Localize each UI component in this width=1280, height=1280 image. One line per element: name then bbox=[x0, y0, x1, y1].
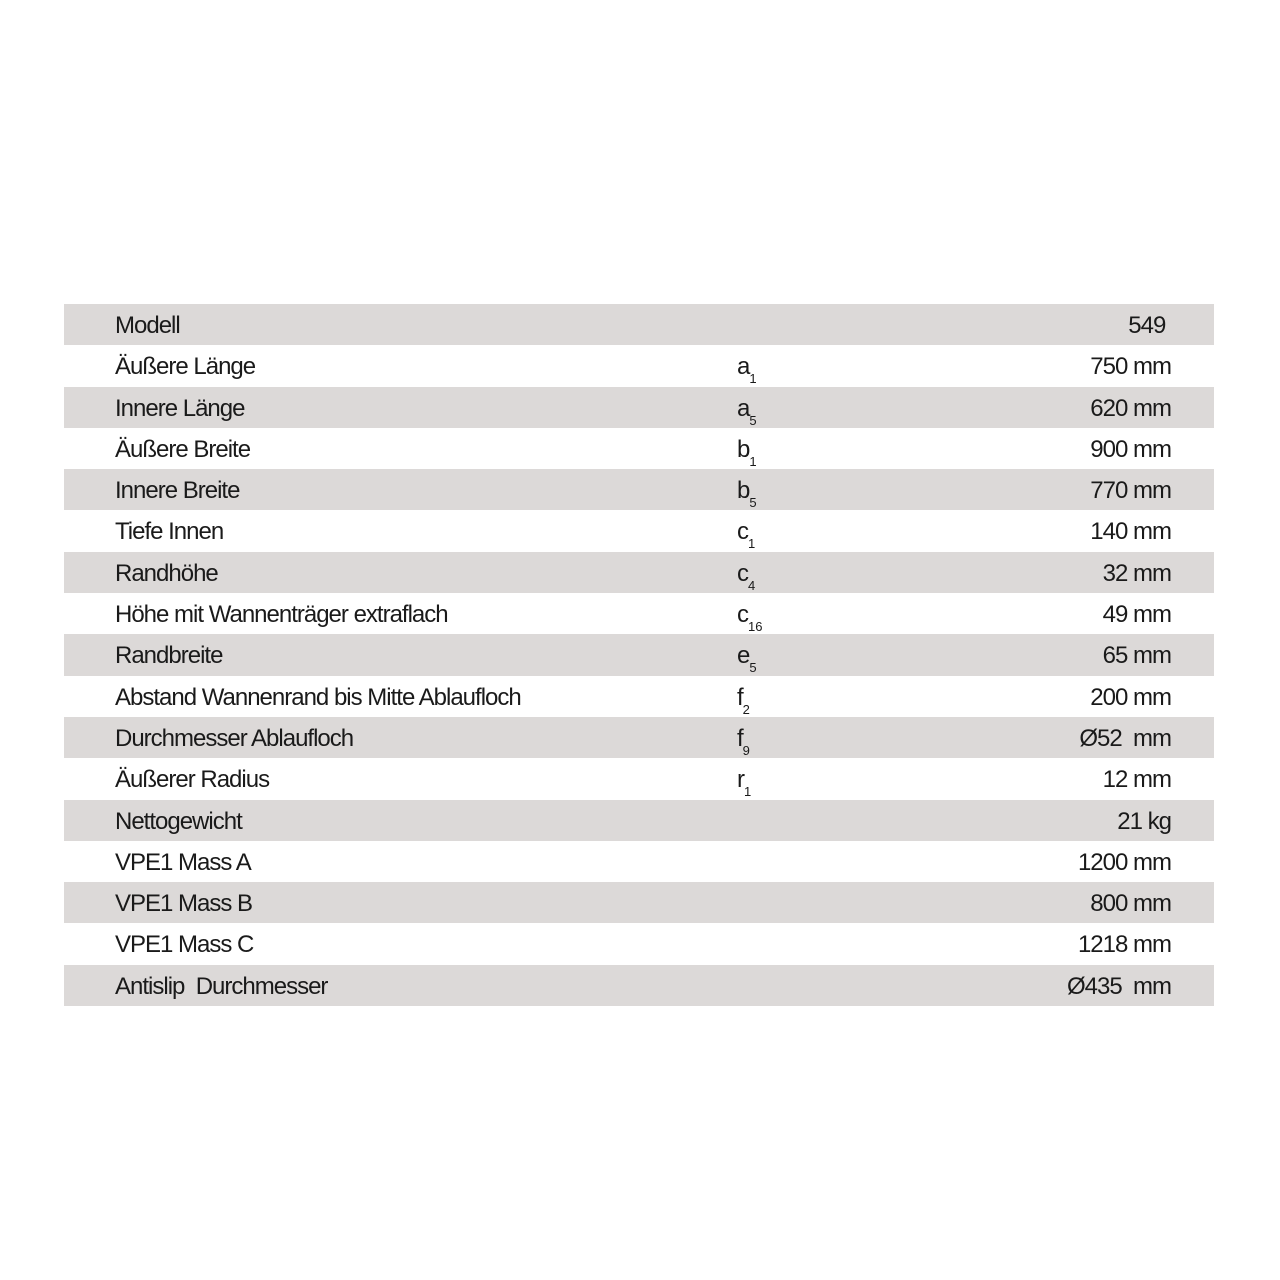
row-value: 900 mm bbox=[1090, 435, 1171, 463]
row-symbol: $a_5$ bbox=[737, 394, 757, 428]
row-label: Höhe mit Wannenträger extraflach bbox=[115, 601, 448, 629]
row-label: VPE1 Mass A bbox=[115, 848, 251, 876]
row-label: Äußerer Radius bbox=[115, 766, 270, 794]
row-symbol: $r_1$ bbox=[737, 766, 752, 800]
table-row bbox=[64, 800, 1214, 841]
row-value: 140 mm bbox=[1090, 518, 1171, 546]
row-value: 1200 mm bbox=[1077, 848, 1171, 876]
row-value: 620 mm bbox=[1090, 394, 1171, 422]
table-row bbox=[64, 593, 1214, 634]
row-value: 750 mm bbox=[1090, 353, 1171, 381]
row-label: Äußere Breite bbox=[115, 435, 251, 463]
table-row bbox=[64, 676, 1214, 717]
row-value: 800 mm bbox=[1090, 890, 1171, 918]
row-value: Ø435 mm bbox=[1066, 972, 1171, 1000]
table-row bbox=[64, 841, 1214, 882]
row-label: Tiefe Innen bbox=[115, 518, 224, 546]
row-value: 549 bbox=[1128, 312, 1171, 339]
table-row bbox=[64, 428, 1214, 469]
table-row-modell bbox=[64, 304, 1214, 345]
row-symbol: $c_{16}$ bbox=[737, 601, 763, 635]
row-symbol: $b_5$ bbox=[737, 477, 757, 511]
row-value: 12 mm bbox=[1102, 766, 1171, 794]
row-value: 1218 mm bbox=[1077, 931, 1171, 959]
row-label: Modell bbox=[115, 312, 180, 339]
row-value: 65 mm bbox=[1102, 642, 1171, 670]
table-row bbox=[64, 717, 1214, 758]
row-value: 770 mm bbox=[1090, 477, 1171, 505]
row-symbol: $b_1$ bbox=[737, 435, 757, 469]
row-symbol: $f_9$ bbox=[737, 724, 750, 758]
row-label: Äußere Länge bbox=[115, 353, 256, 381]
table-row bbox=[64, 469, 1214, 510]
table-row bbox=[64, 552, 1214, 593]
table-row bbox=[64, 923, 1214, 964]
row-symbol: $c_1$ bbox=[737, 518, 756, 552]
row-label: VPE1 Mass B bbox=[115, 890, 253, 918]
table-row bbox=[64, 758, 1214, 799]
row-label: Durchmesser Ablaufloch bbox=[115, 724, 354, 752]
row-label: Antislip Durchmesser bbox=[115, 972, 328, 1000]
spec-table bbox=[64, 304, 1214, 1006]
row-symbol: $e_5$ bbox=[737, 642, 757, 676]
row-label: Randbreite bbox=[115, 642, 223, 670]
table-row bbox=[64, 345, 1214, 386]
table-row bbox=[64, 882, 1214, 923]
table-row bbox=[64, 387, 1214, 428]
row-value: Ø52 mm bbox=[1079, 724, 1171, 752]
row-label: VPE1 Mass C bbox=[115, 931, 254, 959]
row-value: 32 mm bbox=[1102, 559, 1171, 587]
row-label: Randhöhe bbox=[115, 559, 218, 587]
row-label: Nettogewicht bbox=[115, 807, 242, 835]
table-row bbox=[64, 965, 1214, 1006]
row-value: 49 mm bbox=[1102, 601, 1171, 629]
row-symbol: $f_2$ bbox=[737, 683, 750, 717]
row-value: 21 kg bbox=[1117, 807, 1171, 835]
row-symbol: $c_4$ bbox=[737, 559, 756, 593]
table-row bbox=[64, 510, 1214, 551]
table-row bbox=[64, 634, 1214, 675]
row-label: Innere Länge bbox=[115, 394, 245, 422]
row-symbol: $a_1$ bbox=[737, 353, 757, 387]
row-label: Abstand Wannenrand bis Mitte Ablaufloch bbox=[115, 683, 521, 711]
row-value: 200 mm bbox=[1090, 683, 1171, 711]
row-label: Innere Breite bbox=[115, 477, 240, 505]
